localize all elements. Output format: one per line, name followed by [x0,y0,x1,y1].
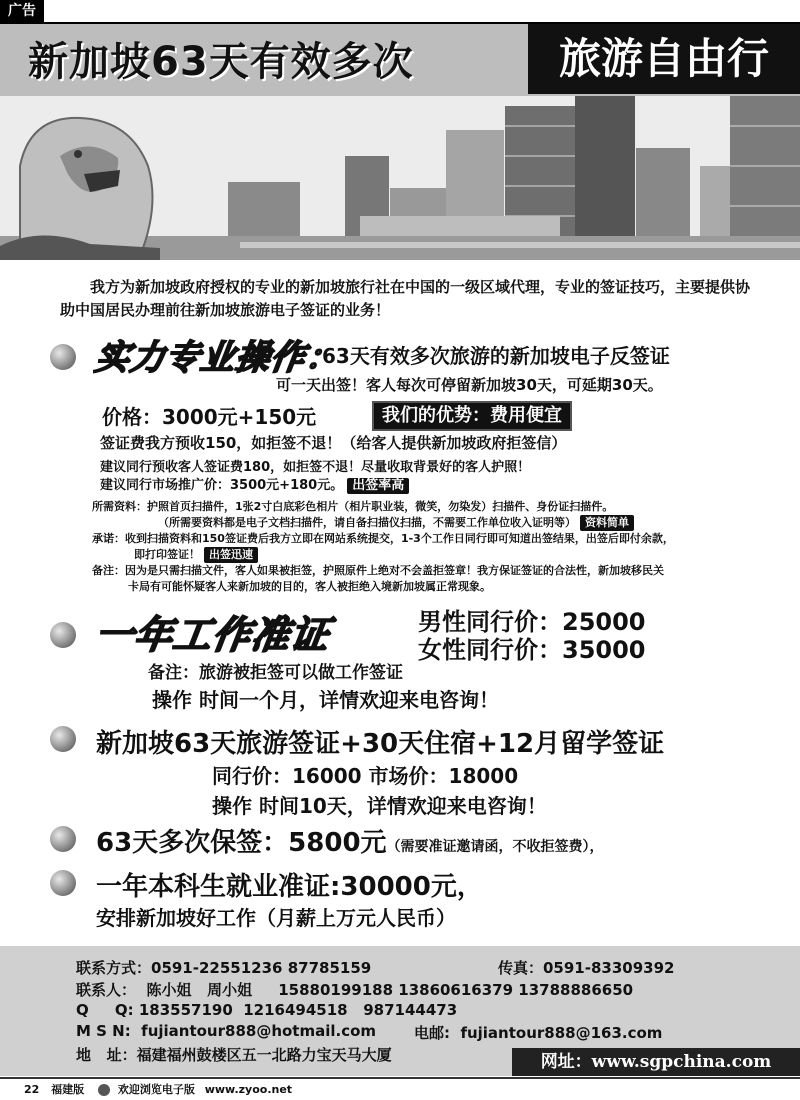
note-line1: 备注：因为是只需扫描文件，客人如果被拒签，护照原件上绝对不会盖拒签章！我方保证签证的合法性，新加坡移民关 [92,564,664,577]
section5-sub: 安排新加坡好工作（月薪上万元人民币） [96,906,456,930]
tag-rate: 出签率高 [347,478,409,494]
contact-qq: Q Q: 183557190 1216494518 987144473 [76,1001,458,1019]
tag-simple: 资料简单 [580,515,634,531]
section1-badge: 实力专业操作： [92,338,344,378]
bullet-icon [50,622,76,648]
promise-line1: 承诺：收到扫描资料和150签证费后我方立即在网站系统提交，1-3个工作日同行即可知道出签结果，出签后即付余款， [92,532,674,545]
section2-time: 操作 时间一个月，详情欢迎来电咨询！ [152,688,499,712]
section3-time: 操作 时间10天，详情欢迎来电咨询！ [212,794,547,818]
section1-line3: 建议同行市场推广价：3500元+180元。 [100,478,344,493]
contact-email: 电邮: fujiantour888@163.com [414,1024,663,1042]
materials-line1: 所需资料：护照首页扫描件，1张2寸白底彩色相片（相片职业装，微笑，勿染发）扫描件、身份证扫描件。 [92,500,614,513]
section1-materials [92,499,792,595]
page-edition: 福建版 [51,1083,85,1096]
note-line2: 卡局有可能怀疑客人来新加坡的目的，客人被拒绝入境新加坡属正常现象。 [128,580,491,593]
section2-male-price: 男性同行价：25000 [418,608,646,636]
materials-line2: （所需要资料都是电子文档扫描件，请自备扫描仪扫描，不需要工作单位收入证明等） [158,516,576,529]
section3-prices: 同行价：16000 市场价：18000 [212,764,519,788]
section3-title: 新加坡63天旅游签证+30天住宿+12月留学签证 [96,729,665,759]
section4-title: 63天多次保签：5800元 [96,828,387,858]
contact-fax: 传真：0591-83309392 [498,959,675,977]
ad-tag: 广告 [0,0,44,22]
contact-msn: M S N: fujiantour888@hotmail.com [76,1022,377,1040]
section1-subline: 可一天出签！客人每次可停留新加坡30天，可延期30天。 [276,376,663,394]
bullet-icon [50,344,76,370]
section1-line3-row [100,474,409,494]
bullet-icon [50,826,76,852]
tag-fast: 出签迅速 [204,547,258,563]
page-url[interactable]: www.zyoo.net [204,1083,293,1096]
skyline-illustration [0,96,800,260]
section1-line2: 建议同行预收客人签证费180，如拒签不退！尽量收取背景好的客人护照！ [100,460,531,475]
page-divider [0,1077,800,1079]
section2-badge: 一年工作准证 [92,613,333,657]
logo-icon [98,1084,110,1096]
section4-note: （需要准证邀请函，不收拒签费）， [386,839,604,855]
intro-paragraph: 我方为新加坡政府授权的专业的新加坡旅行社在中国的一级区域代理，专业的签证技巧，主要提供协助中国居民办理前往新加坡旅游电子签证的业务！ [60,278,751,319]
bullet-icon [50,726,76,752]
section4-row [96,822,604,859]
bullet-icon [50,870,76,896]
promise-line2: 即打印签证！ [134,548,200,561]
section2-female-price: 女性同行价：35000 [418,636,646,664]
page-slogan: 欢迎浏览电子版 [117,1083,195,1096]
page-info [24,1081,292,1097]
contact-phone: 联系方式：0591-22551236 87785159 [76,959,372,977]
contact-address: 地 址：福建福州鼓楼区五一北路力宝天马大厦 [76,1046,392,1064]
section2-note: 备注：旅游被拒签可以做工作签证 [148,663,403,683]
singapore-skyline-banner [0,96,800,260]
page-number: 22 [24,1083,40,1096]
section5-title: 一年本科生就业准证:30000元， [96,872,483,902]
section1-line1: 签证费我方预收150，如拒签不退！（给客人提供新加坡政府拒签信） [100,434,567,452]
section1-headline: 63天有效多次旅游的新加坡电子反签证 [322,344,670,368]
header-title-left: 新加坡63天有效多次 [28,39,414,85]
contact-people: 联系人： 陈小姐 周小姐 15880199188 13860616379 13788886650 [76,981,634,999]
section1-price: 价格：3000元+150元 [102,405,317,429]
materials-line2-row [92,515,792,531]
website-link[interactable]: 网址：www.sgpchina.com [512,1048,800,1076]
section1-advantage-badge: 我们的优势：费用便宜 [372,401,572,431]
promise-line2-row [92,547,792,563]
header-title-right: 旅游自由行 [528,24,800,94]
